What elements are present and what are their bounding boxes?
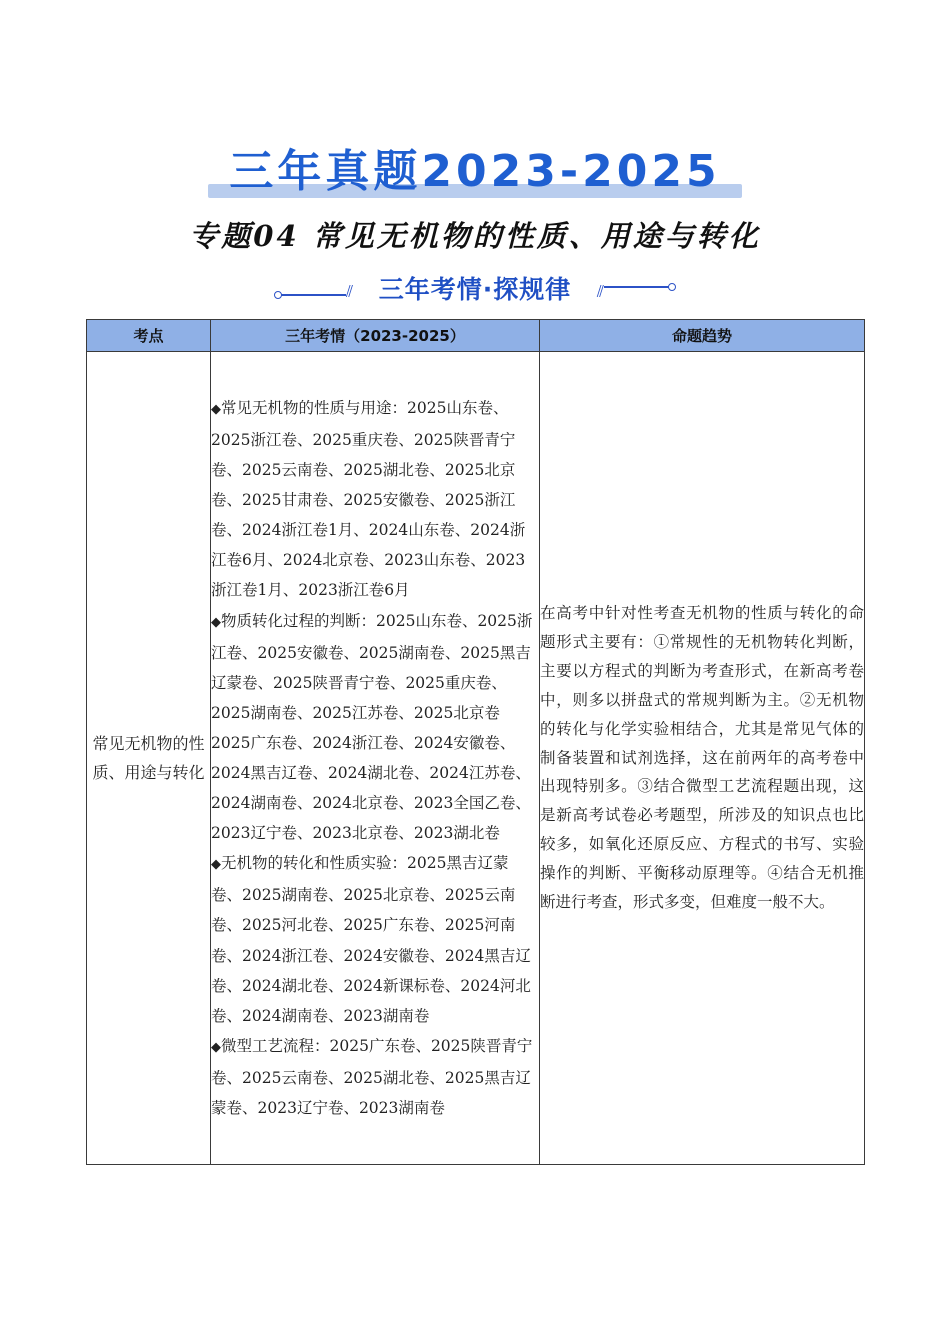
exam-item-text: 物质转化过程的判断：2025山东卷、2025浙江卷、2025安徽卷、2025湖南卷、2025黑吉辽蒙卷、2025陕晋青宁卷、2025重庆卷、2025湖南卷、2025江苏卷、2025北京卷2025广东卷、2024浙江卷、2024安徽卷、2024黑吉辽卷、2024湖北卷、2024江苏卷、2024湖南卷、2024北京卷、2023全国乙卷、2023辽宁卷、2023北京卷、2023湖北卷 [211, 611, 533, 843]
diamond-bullet-icon: ◆ [211, 614, 221, 630]
diamond-bullet-icon: ◆ [211, 857, 221, 873]
title-banner [208, 146, 742, 202]
trend-cell: 在高考中针对性考查无机物的性质与转化的命题形式主要有：①常规性的无机物转化判断，主要以方程式的判断为考查形式，在新高考卷中，则多以拼盘式的常规判断为主。②无机物的转化与化学实验相结合，尤其是常见气体的制备装置和试剂选择，这在前两年的高考卷中出现特别多。③结合微型工艺流程题出现，这是新高考试卷必考题型，所涉及的知识点也比较多，如氧化还原反应、方程式的书写、实验操作的判断、平衡移动原理等。④结合无机推断进行考查，形式多变，但难度一般不大。 [540, 352, 865, 1165]
page-subtitle: 专题04 常见无机物的性质、用途与转化 [189, 219, 761, 253]
exams-cell [211, 352, 540, 1165]
banner-title: 三年真题2023-2025 [229, 146, 721, 197]
exam-item-text: 常见无机物的性质与用途：2025山东卷、2025浙江卷、2025重庆卷、2025陕晋青宁卷、2025云南卷、2025湖北卷、2025北京卷、2025甘肃卷、2025安徽卷、2025浙江卷、2024浙江卷1月、2024山东卷、2024浙江卷6月、2024北京卷、2023山东卷、2023浙江卷1月、2023浙江卷6月 [211, 398, 526, 600]
heading-slash-icon-right: ⫽ [596, 282, 604, 301]
table-row [87, 352, 865, 1165]
section-heading [276, 272, 674, 308]
exam-analysis-table [86, 319, 865, 1165]
exam-item-text: 无机物的转化和性质实验：2025黑吉辽蒙卷、2025湖南卷、2025北京卷、2025云南卷、2025河北卷、2025广东卷、2025河南卷、2024浙江卷、2024安徽卷、2024黑吉辽卷、2024湖北卷、2024新课标卷、2024河北卷、2024湖南卷、2023湖南卷 [211, 854, 531, 1025]
diamond-bullet-icon: ◆ [211, 1039, 221, 1055]
topic-cell: 常见无机物的性质、用途与转化 [87, 352, 211, 1165]
heading-slash-icon-left: ⫽ [346, 282, 354, 301]
header-exams: 三年考情（2023-2025） [211, 320, 540, 352]
heading-decoration-dot-right [668, 283, 676, 291]
diamond-bullet-icon: ◆ [211, 401, 221, 417]
exam-item [211, 848, 539, 1031]
exam-item [211, 393, 539, 606]
exam-item-text: 微型工艺流程：2025广东卷、2025陕晋青宁卷、2025云南卷、2025湖北卷、2025黑吉辽蒙卷、2023辽宁卷、2023湖南卷 [211, 1036, 533, 1118]
header-topic: 考点 [87, 320, 211, 352]
heading-decoration-line-right [604, 286, 674, 288]
exam-item [211, 606, 539, 849]
exam-item [211, 1031, 539, 1123]
header-trend: 命题趋势 [540, 320, 865, 352]
section-title: 三年考情·探规律 [378, 275, 572, 304]
table-header-row [87, 320, 865, 352]
